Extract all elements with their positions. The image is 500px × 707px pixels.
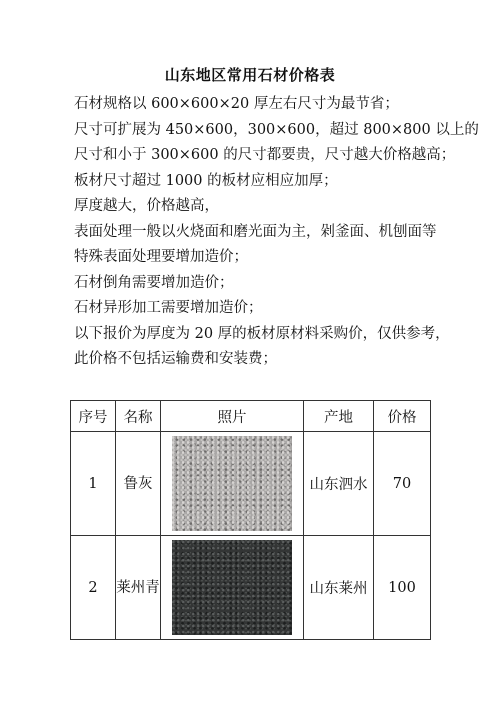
grey-granite-photo [172,436,292,531]
stone-name: 莱州青 [116,536,161,640]
row-number: 2 [71,536,116,640]
row-number: 1 [71,432,116,536]
photo-cell [161,536,304,640]
note-line: 板材尺寸超过 1000 的板材应相应加厚； [74,172,338,189]
note-line: 此价格不包括运输费和安装费； [74,351,277,367]
note-line: 特殊表面处理要增加造价； [74,249,248,265]
document-title: 山东地区常用石材价格表 [164,66,336,84]
stone-name: 鲁灰 [116,432,161,536]
table-row [71,536,431,640]
stone-price: 100 [374,536,431,640]
note-line: 以下报价为厚度为 20 厚的板材原材料采购价，仅供参考， [74,325,450,342]
header-origin: 产地 [304,401,374,432]
stone-origin: 山东莱州 [304,536,374,640]
stone-price-table [70,400,431,640]
note-line: 尺寸可扩展为 450×600，300×600，超过 800×800 以上的 [74,121,479,138]
note-line: 尺寸和小于 300×600 的尺寸都要贵，尺寸越大价格越高； [74,147,456,163]
note-line: 石材倒角需要增加造价； [74,274,234,291]
header-name: 名称 [116,401,161,432]
photo-cell [161,432,304,536]
note-line: 表面处理一般以火烧面和磨光面为主，剁釜面、机刨面等 [74,223,437,240]
header-price: 价格 [374,401,431,432]
table-row [71,432,431,536]
dark-granite-photo [172,540,292,635]
note-line: 厚度越大，价格越高， [74,198,219,214]
header-photo: 照片 [161,401,304,432]
stone-origin: 山东泗水 [304,432,374,536]
notes-block [74,92,479,373]
note-line: 石材规格以 600×600×20 厚左右尺寸为最节省； [74,96,399,112]
stone-price: 70 [374,432,431,536]
table-header-row [71,401,431,432]
note-line: 石材异形加工需要增加造价； [74,300,263,316]
header-number: 序号 [71,401,116,432]
